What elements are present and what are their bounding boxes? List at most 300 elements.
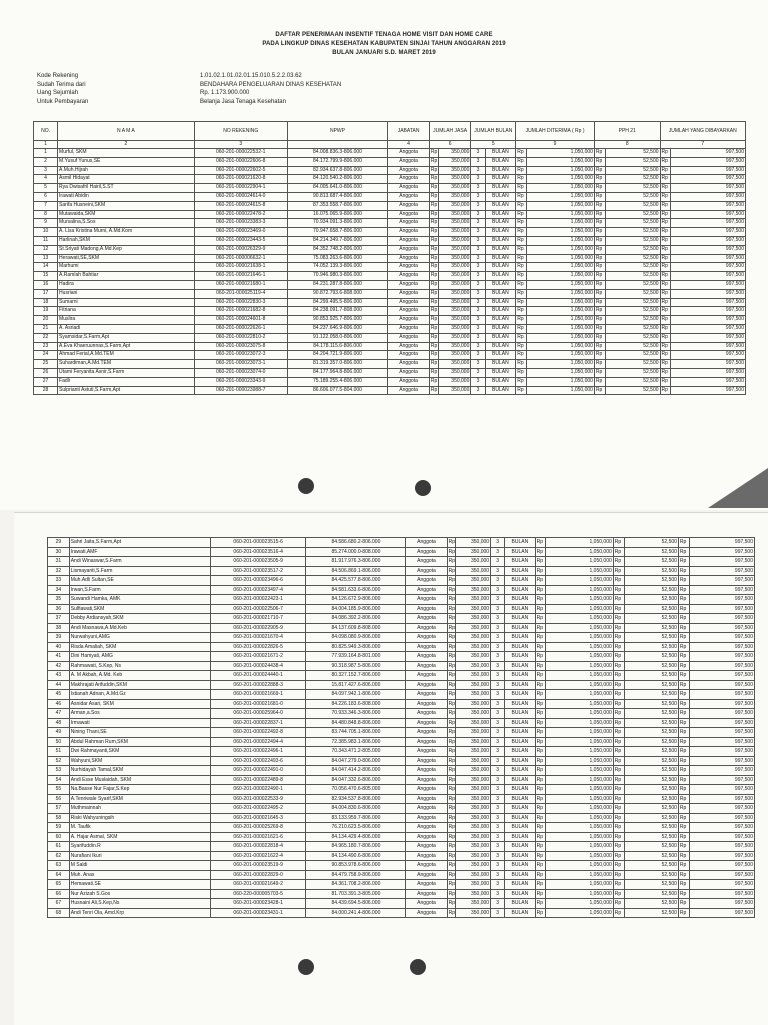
row-diterima: 1,050,000 bbox=[527, 236, 595, 245]
row-rekening: 060-201-000022830-3 bbox=[194, 298, 287, 307]
row-currency: Rp bbox=[516, 228, 527, 237]
row-jabatan: Anggota bbox=[406, 813, 447, 823]
row-jasa: 350,000 bbox=[456, 804, 491, 814]
row-bulan-count: 3 bbox=[471, 210, 485, 219]
row-dibayarkan: 997,500 bbox=[671, 254, 746, 263]
row-name: Utami Feryanita Asnir,S.Farm bbox=[58, 368, 195, 377]
row-currency: Rp bbox=[613, 557, 624, 567]
row-currency: Rp bbox=[448, 729, 456, 735]
row-diterima: 1,050,000 bbox=[527, 254, 595, 263]
row-currency: Rp bbox=[429, 157, 438, 166]
row-jasa: 350,000 bbox=[438, 298, 471, 307]
row-npwp: 70.056.470.6-805.000 bbox=[306, 785, 406, 795]
row-rekening: 060-201-000023075-8 bbox=[194, 342, 287, 351]
row-number: 5 bbox=[34, 184, 58, 193]
row-diterima: 1,050,000 bbox=[546, 728, 613, 738]
row-pph: 52,500 bbox=[624, 889, 678, 899]
row-pph: 52,500 bbox=[624, 661, 678, 671]
table-row bbox=[34, 201, 746, 210]
row-pph: 52,500 bbox=[624, 899, 678, 909]
row-diterima: 1,050,000 bbox=[527, 316, 595, 325]
row-name: A.Ramlah Bahtiar bbox=[58, 272, 195, 281]
table-row bbox=[34, 324, 746, 333]
row-dibayarkan: 997,500 bbox=[671, 307, 746, 316]
row-currency: Rp bbox=[613, 671, 624, 681]
col-rekening: NO REKENING bbox=[194, 122, 287, 141]
row-diterima: 1,050,000 bbox=[546, 899, 613, 909]
row-bulan: BULAN bbox=[485, 360, 516, 369]
row-currency: Rp bbox=[660, 351, 671, 360]
row-currency: Rp bbox=[516, 184, 527, 193]
col-jabatan: JABATAN bbox=[388, 122, 430, 141]
row-bulan: BULAN bbox=[485, 184, 516, 193]
row-dibayarkan: 997,500 bbox=[689, 547, 754, 557]
row-bulan: BULAN bbox=[485, 307, 516, 316]
row-dibayarkan: 997,500 bbox=[671, 184, 746, 193]
row-dibayarkan: 997,500 bbox=[689, 557, 754, 567]
row-currency: Rp bbox=[660, 236, 671, 245]
row-jasa: 350,000 bbox=[456, 908, 491, 918]
row-number: 40 bbox=[48, 642, 70, 652]
table-row bbox=[48, 709, 755, 719]
row-currency: Rp bbox=[429, 289, 438, 298]
row-currency: Rp bbox=[535, 538, 546, 548]
row-dibayarkan: 997,500 bbox=[689, 576, 754, 586]
row-pph: 52,500 bbox=[624, 728, 678, 738]
row-jabatan: Anggota bbox=[388, 263, 430, 272]
row-bulan: BULAN bbox=[505, 576, 535, 586]
row-npwp: 75.189.255.4-806.000 bbox=[287, 377, 388, 386]
row-currency: Rp bbox=[535, 794, 546, 804]
row-jabatan: Anggota bbox=[406, 671, 447, 681]
row-diterima: 1,050,000 bbox=[527, 210, 595, 219]
row-currency: Rp bbox=[516, 298, 527, 307]
row-diterima: 1,050,000 bbox=[527, 192, 595, 201]
row-currency: Rp bbox=[448, 662, 456, 669]
row-npwp: 84.479.758.9-806.000 bbox=[306, 870, 406, 880]
row-currency: Rp bbox=[429, 228, 438, 237]
row-number: 20 bbox=[34, 316, 58, 325]
row-currency: Rp bbox=[448, 605, 456, 612]
row-npwp: 84.214.349.7-806.000 bbox=[287, 236, 388, 245]
row-diterima: 1,050,000 bbox=[546, 604, 613, 614]
row-pph: 52,500 bbox=[624, 538, 678, 548]
col-nama: N A M A bbox=[58, 122, 195, 141]
row-dibayarkan: 997,500 bbox=[671, 157, 746, 166]
row-npwp: 85.274.000.0-808.000 bbox=[306, 547, 406, 557]
row-pph: 52,500 bbox=[624, 547, 678, 557]
row-jasa: 350,000 bbox=[456, 661, 491, 671]
row-currency: Rp bbox=[613, 747, 624, 757]
row-jasa: 350,000 bbox=[438, 263, 471, 272]
row-currency: Rp bbox=[660, 166, 671, 175]
row-npwp: 84.352.748.2-806.000 bbox=[287, 245, 388, 254]
row-jasa: 350,000 bbox=[456, 899, 491, 909]
row-npwp: 81.319.357.0-806.000 bbox=[287, 360, 388, 369]
row-number: 2 bbox=[34, 157, 58, 166]
row-pph: 52,500 bbox=[624, 880, 678, 890]
row-currency: Rp bbox=[516, 289, 527, 298]
row-bulan: BULAN bbox=[485, 236, 516, 245]
row-diterima: 1,050,000 bbox=[546, 718, 613, 728]
row-dibayarkan: 997,500 bbox=[689, 690, 754, 700]
row-diterima: 1,050,000 bbox=[546, 680, 613, 690]
row-jabatan: Anggota bbox=[388, 289, 430, 298]
row-bulan-count: 3 bbox=[471, 368, 485, 377]
table-row bbox=[48, 899, 755, 909]
row-rekening: 060-201-000023517-2 bbox=[210, 566, 306, 576]
row-rekening: 060-201-000023074-0 bbox=[194, 368, 287, 377]
row-currency: Rp bbox=[660, 157, 671, 166]
row-currency: Rp bbox=[613, 576, 624, 586]
table-row bbox=[34, 192, 746, 201]
row-dibayarkan: 997,500 bbox=[671, 368, 746, 377]
row-currency: Rp bbox=[516, 201, 527, 210]
row-rekening: 060-201-000023497-4 bbox=[210, 585, 306, 595]
row-npwp: 81.703.391.3-805.000 bbox=[306, 889, 406, 899]
row-jabatan: Anggota bbox=[406, 889, 447, 899]
row-number: 34 bbox=[48, 585, 70, 595]
col-diterima: JUMLAH DITERIMA ( Rp ) bbox=[516, 122, 595, 141]
row-currency: Rp bbox=[660, 333, 671, 342]
row-name: Lismayanti,S.Farm bbox=[69, 566, 210, 576]
row-jasa: 350,000 bbox=[438, 307, 471, 316]
row-jasa: 350,000 bbox=[438, 272, 471, 281]
row-currency: Rp bbox=[678, 557, 689, 567]
row-npwp: 84.134.429.4-806.000 bbox=[306, 832, 406, 842]
row-pph: 52,500 bbox=[605, 149, 660, 158]
row-jabatan: Anggota bbox=[406, 566, 447, 576]
row-npwp: 84.000.241.4-806.000 bbox=[306, 908, 406, 918]
row-dibayarkan: 997,500 bbox=[689, 671, 754, 681]
row-bulan: BULAN bbox=[485, 263, 516, 272]
row-currency: Rp bbox=[678, 718, 689, 728]
row-bulan-count: 3 bbox=[491, 671, 505, 681]
row-currency: Rp bbox=[448, 814, 456, 821]
row-jasa: 350,000 bbox=[438, 149, 471, 158]
row-diterima: 1,050,000 bbox=[546, 861, 613, 871]
row-npwp: 84.231.287.8-806.000 bbox=[287, 280, 388, 289]
row-diterima: 1,050,000 bbox=[527, 175, 595, 184]
row-rekening: 060-201-000021649-2 bbox=[210, 880, 306, 890]
row-jasa: 350,000 bbox=[438, 377, 471, 386]
row-number: 61 bbox=[48, 842, 70, 852]
row-currency: Rp bbox=[516, 351, 527, 360]
row-jasa: 350,000 bbox=[456, 728, 491, 738]
table-row bbox=[34, 280, 746, 289]
row-dibayarkan: 997,500 bbox=[689, 851, 754, 861]
table-row bbox=[48, 576, 755, 586]
table-row bbox=[34, 149, 746, 158]
row-name: Nurwahyuni,AMG bbox=[69, 633, 210, 643]
row-npwp: 70.947.658.7-806.000 bbox=[287, 228, 388, 237]
row-bulan: BULAN bbox=[505, 813, 535, 823]
row-currency: Rp bbox=[594, 236, 605, 245]
row-currency: Rp bbox=[613, 614, 624, 624]
row-number: 23 bbox=[34, 342, 58, 351]
table-row bbox=[34, 289, 746, 298]
row-currency: Rp bbox=[535, 842, 546, 852]
row-jabatan: Anggota bbox=[406, 595, 447, 605]
row-bulan: BULAN bbox=[485, 377, 516, 386]
row-diterima: 1,050,000 bbox=[546, 880, 613, 890]
row-pph: 52,500 bbox=[624, 671, 678, 681]
row-currency: Rp bbox=[448, 700, 456, 707]
row-pph: 52,500 bbox=[624, 861, 678, 871]
row-currency: Rp bbox=[429, 236, 438, 245]
row-bulan-count: 3 bbox=[491, 642, 505, 652]
table-row bbox=[48, 775, 755, 785]
row-name: Na.Basse Nur Fajar,S.Kep bbox=[69, 785, 210, 795]
row-currency: Rp bbox=[535, 813, 546, 823]
row-dibayarkan: 997,500 bbox=[689, 889, 754, 899]
row-currency: Rp bbox=[660, 386, 671, 395]
row-npwp: 15.817.427.6-806.000 bbox=[306, 680, 406, 690]
row-bulan-count: 3 bbox=[471, 289, 485, 298]
row-currency: Rp bbox=[613, 547, 624, 557]
row-currency: Rp bbox=[660, 175, 671, 184]
row-currency: Rp bbox=[535, 557, 546, 567]
row-jabatan: Anggota bbox=[388, 342, 430, 351]
row-diterima: 1,050,000 bbox=[546, 747, 613, 757]
row-diterima: 1,050,000 bbox=[546, 661, 613, 671]
row-currency: Rp bbox=[535, 595, 546, 605]
row-currency: Rp bbox=[660, 272, 671, 281]
row-currency: Rp bbox=[429, 210, 438, 219]
row-number: 42 bbox=[48, 661, 70, 671]
row-bulan-count: 3 bbox=[491, 737, 505, 747]
row-bulan-count: 3 bbox=[471, 333, 485, 342]
row-currency: Rp bbox=[678, 633, 689, 643]
row-bulan: BULAN bbox=[505, 538, 535, 548]
row-currency: Rp bbox=[594, 351, 605, 360]
row-jasa: 350,000 bbox=[456, 747, 491, 757]
table-row bbox=[48, 766, 755, 776]
row-rekening: 060-201-000022888-3 bbox=[210, 680, 306, 690]
row-npwp: 82.934.537.8-806.000 bbox=[306, 794, 406, 804]
row-currency: Rp bbox=[613, 604, 624, 614]
row-diterima: 1,050,000 bbox=[546, 585, 613, 595]
row-number: 30 bbox=[48, 547, 70, 557]
row-pph: 52,500 bbox=[624, 747, 678, 757]
row-pph: 52,500 bbox=[624, 718, 678, 728]
row-dibayarkan: 997,500 bbox=[671, 377, 746, 386]
row-currency: Rp bbox=[516, 166, 527, 175]
row-number: 53 bbox=[48, 766, 70, 776]
row-name: Andi Tenri Ola, Amd.Krp bbox=[69, 908, 210, 918]
row-pph: 52,500 bbox=[624, 690, 678, 700]
row-bulan: BULAN bbox=[485, 228, 516, 237]
info-label: Untuk Pembayaran bbox=[37, 98, 89, 105]
row-currency: Rp bbox=[535, 566, 546, 576]
row-currency: Rp bbox=[678, 889, 689, 899]
row-pph: 52,500 bbox=[605, 192, 660, 201]
row-currency: Rp bbox=[660, 210, 671, 219]
row-name: Suwandi Hamka, AMK bbox=[69, 595, 210, 605]
row-currency: Rp bbox=[535, 823, 546, 833]
row-pph: 52,500 bbox=[624, 813, 678, 823]
row-currency: Rp bbox=[660, 316, 671, 325]
row-number: 4 bbox=[34, 175, 58, 184]
row-diterima: 1,050,000 bbox=[546, 842, 613, 852]
row-currency: Rp bbox=[678, 842, 689, 852]
row-jabatan: Anggota bbox=[406, 794, 447, 804]
row-name: Irwan,S.Farm bbox=[69, 585, 210, 595]
row-bulan: BULAN bbox=[505, 690, 535, 700]
row-currency: Rp bbox=[535, 576, 546, 586]
row-diterima: 1,050,000 bbox=[527, 149, 595, 158]
row-bulan-count: 3 bbox=[491, 880, 505, 890]
row-bulan: BULAN bbox=[505, 889, 535, 899]
row-number: 21 bbox=[34, 324, 58, 333]
row-dibayarkan: 997,500 bbox=[671, 245, 746, 254]
table-row bbox=[48, 832, 755, 842]
row-jasa: 350,000 bbox=[456, 576, 491, 586]
row-jabatan: Anggota bbox=[406, 633, 447, 643]
row-currency: Rp bbox=[678, 699, 689, 709]
row-rekening: 060-201-000021669-1 bbox=[210, 690, 306, 700]
row-diterima: 1,050,000 bbox=[527, 263, 595, 272]
table-row bbox=[48, 604, 755, 614]
row-rekening: 060-201-000023988-7 bbox=[194, 386, 287, 395]
row-bulan: BULAN bbox=[505, 728, 535, 738]
row-dibayarkan: 997,500 bbox=[671, 386, 746, 395]
row-currency: Rp bbox=[535, 671, 546, 681]
row-npwp: 84.008.836.3-806.000 bbox=[287, 149, 388, 158]
row-currency: Rp bbox=[535, 547, 546, 557]
row-currency: Rp bbox=[678, 861, 689, 871]
row-pph: 52,500 bbox=[605, 298, 660, 307]
table-row bbox=[48, 699, 755, 709]
row-jasa: 350,000 bbox=[438, 333, 471, 342]
row-rekening: 060-220-000005703-5 bbox=[210, 889, 306, 899]
row-rekening: 060-201-000022905-9 bbox=[210, 623, 306, 633]
row-currency: Rp bbox=[613, 661, 624, 671]
row-diterima: 1,050,000 bbox=[546, 652, 613, 662]
row-dibayarkan: 997,500 bbox=[671, 166, 746, 175]
row-currency: Rp bbox=[613, 880, 624, 890]
row-bulan-count: 3 bbox=[471, 166, 485, 175]
row-diterima: 1,050,000 bbox=[527, 351, 595, 360]
row-currency: Rp bbox=[429, 192, 438, 201]
row-currency: Rp bbox=[448, 596, 456, 602]
row-npwp: 90.872.793.6-808.000 bbox=[287, 289, 388, 298]
row-rekening: 060-201-000021620-8 bbox=[194, 175, 287, 184]
row-rekening: 060-201-000021671-2 bbox=[210, 652, 306, 662]
row-jasa: 350,000 bbox=[438, 166, 471, 175]
table-row bbox=[48, 813, 755, 823]
row-npwp: 83.744.705.1-806.000 bbox=[306, 728, 406, 738]
row-name: Muh. Anas bbox=[69, 870, 210, 880]
row-diterima: 1,050,000 bbox=[527, 166, 595, 175]
row-name: Hadira bbox=[58, 280, 195, 289]
row-jasa: 350,000 bbox=[456, 851, 491, 861]
row-currency: Rp bbox=[613, 699, 624, 709]
row-currency: Rp bbox=[448, 738, 456, 745]
table-row bbox=[48, 728, 755, 738]
row-npwp: 16.075.065.9-806.000 bbox=[287, 210, 388, 219]
row-pph: 52,500 bbox=[624, 623, 678, 633]
row-jasa: 350,000 bbox=[438, 386, 471, 395]
row-name: Husnaini Ali,S.Kep,Ns bbox=[69, 899, 210, 909]
row-currency: Rp bbox=[613, 728, 624, 738]
table-row bbox=[48, 794, 755, 804]
row-bulan-count: 3 bbox=[471, 175, 485, 184]
row-number: 11 bbox=[34, 236, 58, 245]
info-label: Sudah Terima dari bbox=[37, 81, 86, 88]
row-currency: Rp bbox=[516, 149, 527, 158]
row-currency: Rp bbox=[429, 307, 438, 316]
col-index: 1 bbox=[34, 141, 58, 149]
row-bulan-count: 3 bbox=[471, 236, 485, 245]
row-number: 6 bbox=[34, 192, 58, 201]
col-index: 8 bbox=[594, 141, 660, 149]
row-currency: Rp bbox=[613, 585, 624, 595]
row-jabatan: Anggota bbox=[406, 604, 447, 614]
row-name: Istianah Adnan, A.Md.Gz bbox=[69, 690, 210, 700]
row-number: 59 bbox=[48, 823, 70, 833]
row-jabatan: Anggota bbox=[406, 709, 447, 719]
row-dibayarkan: 997,500 bbox=[671, 333, 746, 342]
table-row bbox=[48, 538, 755, 548]
row-bulan: BULAN bbox=[485, 201, 516, 210]
row-pph: 52,500 bbox=[605, 360, 660, 369]
table-row bbox=[48, 642, 755, 652]
row-number: 9 bbox=[34, 219, 58, 228]
row-number: 12 bbox=[34, 245, 58, 254]
row-diterima: 1,050,000 bbox=[546, 775, 613, 785]
row-currency: Rp bbox=[678, 737, 689, 747]
row-currency: Rp bbox=[678, 775, 689, 785]
row-npwp: 72.385.983.1-806.000 bbox=[306, 737, 406, 747]
row-currency: Rp bbox=[594, 298, 605, 307]
row-bulan-count: 3 bbox=[491, 728, 505, 738]
row-diterima: 1,050,000 bbox=[546, 813, 613, 823]
row-name: Herawati,SE,SKM bbox=[58, 254, 195, 263]
row-jasa: 350,000 bbox=[456, 557, 491, 567]
row-jabatan: Anggota bbox=[406, 661, 447, 671]
row-currency: Rp bbox=[535, 633, 546, 643]
table-row bbox=[34, 333, 746, 342]
row-npwp: 74.052.139.3-806.000 bbox=[287, 263, 388, 272]
row-dibayarkan: 997,500 bbox=[689, 813, 754, 823]
row-bulan-count: 3 bbox=[471, 245, 485, 254]
row-bulan: BULAN bbox=[485, 245, 516, 254]
row-dibayarkan: 997,500 bbox=[689, 680, 754, 690]
row-currency: Rp bbox=[678, 823, 689, 833]
row-currency: Rp bbox=[516, 192, 527, 201]
row-number: 15 bbox=[34, 272, 58, 281]
row-pph: 52,500 bbox=[624, 737, 678, 747]
row-currency: Rp bbox=[660, 219, 671, 228]
row-jasa: 350,000 bbox=[456, 690, 491, 700]
row-currency: Rp bbox=[613, 595, 624, 605]
row-diterima: 1,050,000 bbox=[546, 851, 613, 861]
row-bulan-count: 3 bbox=[491, 842, 505, 852]
row-currency: Rp bbox=[535, 851, 546, 861]
row-npwp: 90.853.978.6-806.000 bbox=[306, 861, 406, 871]
row-dibayarkan: 997,500 bbox=[671, 149, 746, 158]
table-row bbox=[48, 908, 755, 918]
row-currency: Rp bbox=[678, 870, 689, 880]
row-currency: Rp bbox=[448, 776, 456, 783]
table-row bbox=[48, 842, 755, 852]
row-currency: Rp bbox=[613, 623, 624, 633]
row-currency: Rp bbox=[660, 254, 671, 263]
row-currency: Rp bbox=[678, 585, 689, 595]
row-rekening: 060-201-000021681-0 bbox=[210, 699, 306, 709]
row-bulan-count: 3 bbox=[471, 377, 485, 386]
